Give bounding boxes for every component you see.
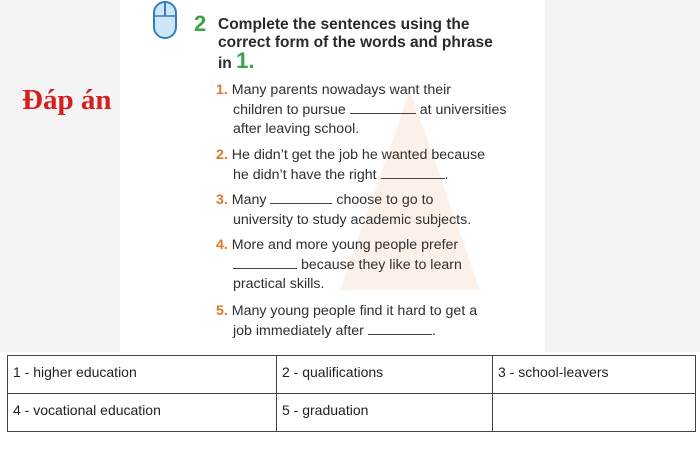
question-number: 4.	[216, 237, 228, 253]
question-text: Many young people find it hard to get a	[231, 303, 478, 319]
title-line-3-prefix: in	[218, 55, 237, 72]
question-number: 1.	[216, 82, 228, 98]
question-1	[216, 81, 536, 140]
question-text: .	[431, 322, 436, 339]
question-text: practical skills.	[233, 276, 325, 292]
question-number: 2.	[216, 147, 228, 163]
answer-blank	[270, 191, 332, 204]
table-row	[8, 394, 696, 432]
question-text: after leaving school.	[233, 121, 360, 137]
question-text: university to study academic subjects.	[233, 211, 472, 228]
table-cell: 3 - school-leavers	[493, 356, 696, 394]
question-text: He didn’t get the job he wanted because	[231, 147, 485, 163]
answers-table	[7, 355, 696, 432]
table-cell: 5 - graduation	[277, 394, 493, 432]
answer-blank	[233, 256, 297, 269]
table-cell: 1 - higher education	[8, 356, 277, 394]
exercise-title	[218, 16, 538, 73]
question-text: job immediately after	[233, 322, 364, 339]
answer-blank	[381, 166, 445, 179]
table-cell	[493, 394, 696, 432]
left-margin	[0, 0, 120, 352]
exercise-number: 2	[194, 11, 207, 36]
question-text: because they like to learn	[300, 256, 462, 273]
question-number: 5.	[216, 303, 228, 319]
question-text: children to pursue	[233, 101, 346, 118]
title-line-3	[218, 48, 538, 73]
question-text: Many	[231, 192, 267, 208]
question-number: 3.	[216, 192, 228, 208]
answer-blank	[368, 322, 432, 335]
question-2	[216, 146, 536, 185]
title-line-3-ref: 1.	[236, 48, 255, 73]
table-cell: 2 - qualifications	[277, 356, 493, 394]
table-cell: 4 - vocational education	[8, 394, 277, 432]
question-text: .	[444, 166, 449, 183]
question-text: choose to go to	[336, 192, 434, 208]
mouse-icon	[152, 0, 178, 40]
table-row	[8, 356, 696, 394]
question-text: Many parents nowadays want their	[231, 82, 452, 98]
question-text: at universities	[419, 101, 507, 118]
answer-blank	[350, 101, 416, 114]
title-line-1: Complete the sentences using the	[218, 16, 470, 33]
title-line-2: correct form of the words and phrase	[218, 34, 493, 51]
question-3	[216, 191, 536, 230]
question-5	[216, 302, 536, 341]
right-margin	[545, 0, 700, 352]
question-text: he didn’t have the right	[233, 166, 377, 183]
question-text: More and more young people prefer	[231, 237, 459, 253]
answer-label: Đáp án	[22, 84, 112, 116]
question-4	[216, 236, 536, 295]
